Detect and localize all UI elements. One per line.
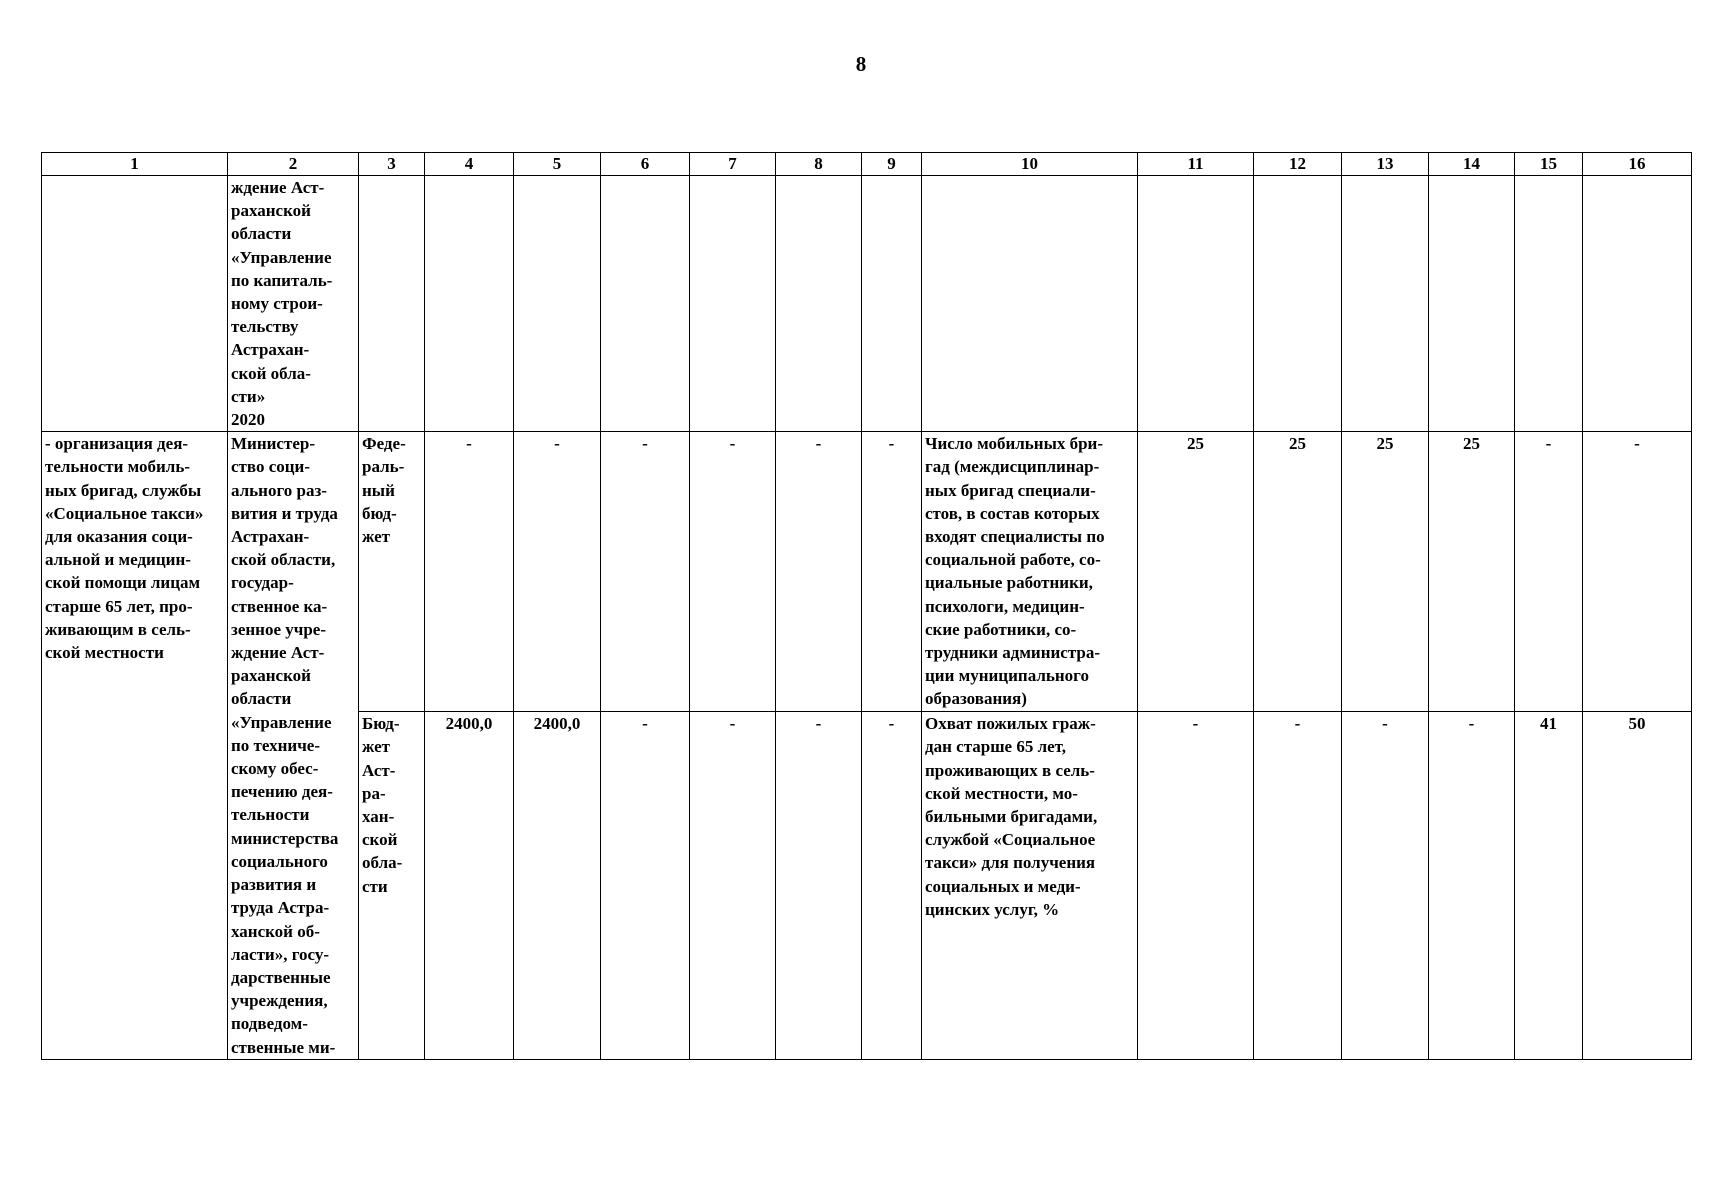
column-header: 1 — [42, 153, 228, 176]
value-cell: - — [690, 432, 776, 712]
value-cell: - — [690, 712, 776, 1060]
funding-source-cell: Бюд- жет Аст- ра- хан- ской обла- сти — [359, 712, 425, 1060]
value-cell: 2400,0 — [425, 712, 514, 1060]
indicator-value-cell: - — [1515, 432, 1583, 712]
value-cell: - — [862, 712, 922, 1060]
indicator-value-cell: 50 — [1583, 712, 1692, 1060]
value-cell: - — [776, 712, 862, 1060]
indicator-value-cell: 25 — [1138, 432, 1254, 712]
cell-empty — [922, 176, 1138, 432]
program-table — [41, 152, 1692, 1060]
cell-empty — [1138, 176, 1254, 432]
indicator-value-cell: - — [1254, 712, 1342, 1060]
column-header: 3 — [359, 153, 425, 176]
indicator-value-cell: 41 — [1515, 712, 1583, 1060]
cell-empty — [690, 176, 776, 432]
column-header: 15 — [1515, 153, 1583, 176]
column-header: 7 — [690, 153, 776, 176]
column-header: 14 — [1429, 153, 1515, 176]
value-cell: - — [776, 432, 862, 712]
column-header: 9 — [862, 153, 922, 176]
value-cell: - — [425, 432, 514, 712]
cell-empty — [425, 176, 514, 432]
indicator-value-cell: - — [1583, 432, 1692, 712]
cell-empty — [862, 176, 922, 432]
indicator-value-cell: 25 — [1342, 432, 1429, 712]
value-cell: - — [601, 432, 690, 712]
column-header: 4 — [425, 153, 514, 176]
indicator-cell: Число мобильных бри- гад (междисциплинар- ных бригад специали- стов, в состав которых входят специалисты по социальной работе, со- циальные работники, психологи, медицин- ские работники, со- трудники администра- ции муниципального образования) — [922, 432, 1138, 712]
cell-empty — [1254, 176, 1342, 432]
cell-empty — [1429, 176, 1515, 432]
executor-cell: Министер- ство соци- ального раз- вития и труда Астрахан- ской области, государ- ственное ка- зенное учре- ждение Аст- раханской области «Управление по техниче- скому обес- печению дея- тельности министерства социального развития и труда Астра- ханской об- ласти», госу- дарственные учреждения, подведом- ственные ми- — [228, 432, 359, 1060]
cell-empty — [601, 176, 690, 432]
cell-empty — [42, 176, 228, 432]
column-header: 12 — [1254, 153, 1342, 176]
column-number-row — [42, 153, 1692, 176]
indicator-value-cell: 25 — [1254, 432, 1342, 712]
cell-empty — [359, 176, 425, 432]
cell-empty — [514, 176, 601, 432]
column-header: 10 — [922, 153, 1138, 176]
cell-empty — [776, 176, 862, 432]
value-cell: 2400,0 — [514, 712, 601, 1060]
column-header: 13 — [1342, 153, 1429, 176]
indicator-cell: Охват пожилых граж- дан старше 65 лет, проживающих в сель- ской местности, мо- бильными бригадами, службой «Социальное такси» для получения социальных и меди- цинских услуг, % — [922, 712, 1138, 1060]
page-number: 8 — [855, 52, 867, 76]
indicator-value-cell: - — [1138, 712, 1254, 1060]
column-header: 2 — [228, 153, 359, 176]
indicator-value-cell: 25 — [1429, 432, 1515, 712]
column-header: 11 — [1138, 153, 1254, 176]
indicator-value-cell: - — [1342, 712, 1429, 1060]
column-header: 5 — [514, 153, 601, 176]
indicator-value-cell: - — [1429, 712, 1515, 1060]
column-header: 16 — [1583, 153, 1692, 176]
continuation-row — [42, 176, 1692, 432]
executor-continuation-cell: ждение Аст- раханской области «Управление по капиталь- ному строи- тельству Астрахан- ской обла- сти» 2020 — [228, 176, 359, 432]
funding-source-cell: Феде- раль- ный бюд- жет — [359, 432, 425, 712]
column-header: 8 — [776, 153, 862, 176]
measure-description-cell: - организация дея- тельности мобиль- ных бригад, службы «Социальное такси» для оказания соци- альной и медицин- ской помощи лицам старше 65 лет, про- живающим в сель- ской местности — [42, 432, 228, 1060]
value-cell: - — [514, 432, 601, 712]
value-cell: - — [862, 432, 922, 712]
cell-empty — [1515, 176, 1583, 432]
value-cell: - — [601, 712, 690, 1060]
cell-empty — [1583, 176, 1692, 432]
column-header: 6 — [601, 153, 690, 176]
cell-empty — [1342, 176, 1429, 432]
measure-row-federal — [42, 432, 1692, 712]
